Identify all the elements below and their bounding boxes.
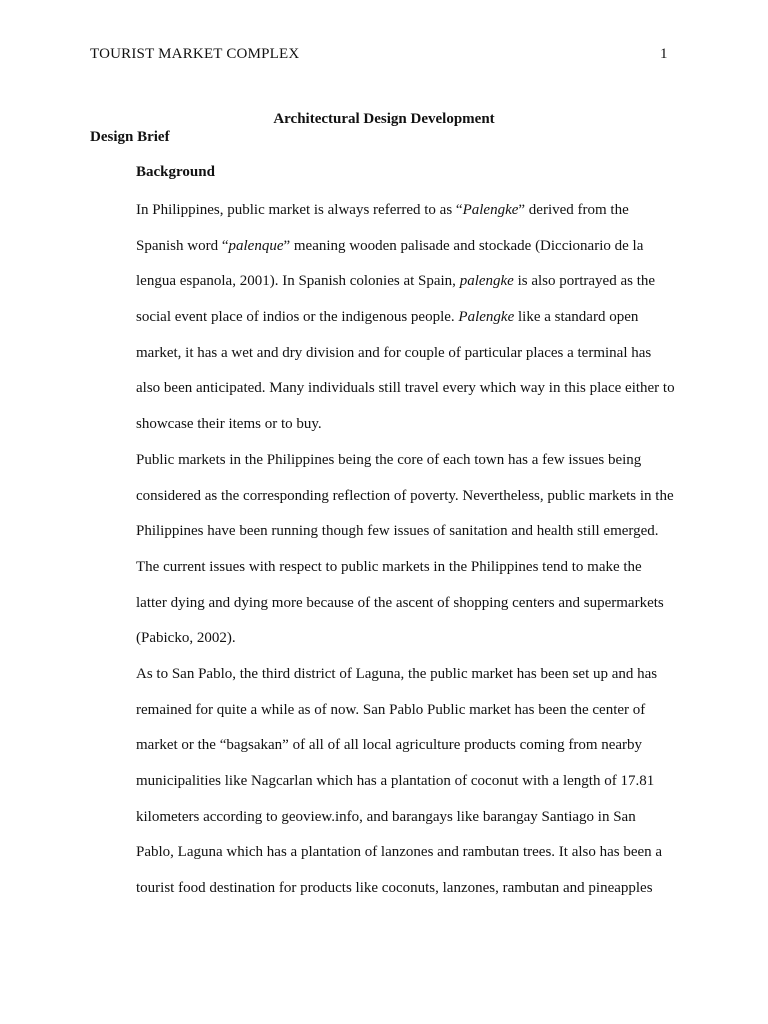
text-line: Philippines have been running though few issues of sanitation and health still emerged. [136, 523, 659, 540]
document-title: Architectural Design Development [273, 111, 495, 127]
subsection-heading: Background [136, 164, 215, 180]
text-line: latter dying and dying more because of the ascent of shopping centers and supermarkets [136, 594, 664, 611]
text-line: As to San Pablo, the third district of Laguna, the public market has been set up and has [136, 665, 658, 682]
text-line: lengua espanola, 2001). In Spanish colonies at Spain, palengke is also portrayed as the [136, 273, 656, 290]
text-line: also been anticipated. Many individuals still travel every which way in this place either to [136, 380, 675, 397]
text-line: kilometers according to geoview.info, and barangays like barangay Santiago in San [136, 808, 636, 825]
text-line: municipalities like Nagcarlan which has a plantation of coconut with a length of 17.81 [136, 773, 655, 789]
section-heading: Design Brief [90, 129, 170, 145]
text-line: Pablo, Laguna which has a plantation of lanzones and rambutan trees. It also has been a [136, 844, 663, 861]
text-line: market or the “bagsakan” of all of all local agriculture products coming from nearby [136, 737, 643, 754]
text-line: Public markets in the Philippines being the core of each town has a few issues being [136, 451, 642, 468]
text-line: remained for quite a while as of now. San Pablo Public market has been the center of [136, 701, 646, 718]
text-line: market, it has a wet and dry division and for couple of particular places a terminal has [136, 344, 652, 361]
page-number: 1 [660, 46, 668, 62]
text-line: considered as the corresponding reflection of poverty. Nevertheless, public markets in the [136, 487, 674, 504]
text-line: The current issues with respect to public markets in the Philippines tend to make the [136, 558, 642, 575]
body-text [136, 198, 684, 912]
text-line: tourist food destination for products like coconuts, lanzones, rambutan and pineapples [136, 880, 653, 897]
text-line: (Pabicko, 2002). [136, 630, 236, 647]
text-line: In Philippines, public market is always referred to as “Palengke” derived from the [136, 202, 629, 218]
text-line: Spanish word “palenque” meaning wooden palisade and stockade (Diccionario de la [136, 237, 644, 254]
text-line: showcase their items or to buy. [136, 416, 322, 433]
running-head: TOURIST MARKET COMPLEX [90, 46, 300, 62]
text-line: social event place of indios or the indigenous people. Palengke like a standard open [136, 309, 639, 326]
